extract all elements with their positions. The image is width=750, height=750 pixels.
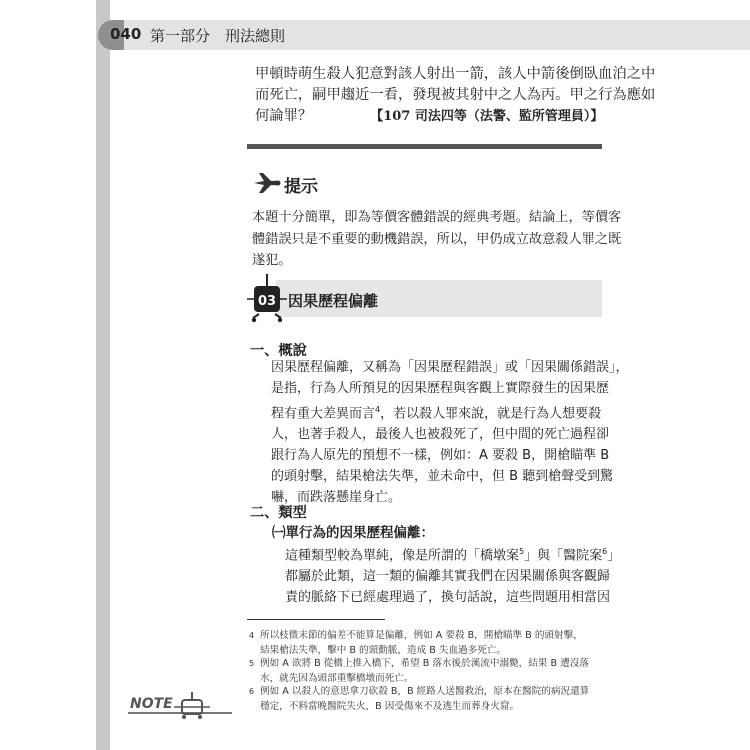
footnote-line: 例如 A 欲將 B 從橋上推入橋下，希望 B 落水後於溪流中溺斃，結果 B 遭沒落 [260, 658, 589, 669]
airplane-icon [252, 172, 282, 194]
paragraph-line: 的頭射擊，結果槍法失準，並未命中，但 B 聽到槍聲受到驚 [271, 469, 614, 485]
types-subheading: ㈠單行為的因果歷程偏離： [272, 525, 434, 541]
question-line-text: 何論罪？ [255, 108, 313, 124]
footnote-number: 4 [249, 631, 255, 640]
footnote-number: 5 [249, 659, 255, 668]
footnote-line: 結果槍法失準，擊中 B 的頸動脈，造成 B 失血過多死亡。 [260, 644, 507, 656]
question-line [255, 106, 610, 127]
paragraph-line-text: 」 [607, 548, 621, 564]
hint-line: 遂犯。 [252, 253, 292, 268]
page-edge-band [96, 0, 110, 750]
exam-source-tag: 【107 司法四等（法警、監所管理員）】 [370, 109, 604, 124]
footnote-line: 所以枝微末節的偏差不能算是偏離，例如 A 要殺 B，開槍瞄準 B 的頭射擊， [260, 630, 583, 641]
section-number: 03 [257, 294, 277, 309]
paragraph-line: 責的脈絡下已經處理過了，換句話說，這些問題用相當因 [285, 590, 611, 606]
footnote [249, 657, 609, 687]
note-label: NOTE [130, 696, 173, 712]
paragraph-line-text: 程有重大差異而言 [271, 406, 376, 422]
page-number: 040 [110, 25, 142, 43]
paragraph-line: 人，也著手殺人，最後人也被殺死了，但中間的死亡過程卻 [271, 427, 610, 443]
airplane-icon [172, 690, 212, 720]
exam-question [255, 64, 656, 127]
paragraph-line: 是指，行為人所預見的因果歷程與客觀上實際發生的因果歷 [271, 381, 610, 396]
chapter-title: 第一部分 刑法總則 [150, 27, 286, 45]
hint-title: 提示 [284, 177, 318, 197]
paragraph-line: 嚇，而跌落懸崖身亡。 [271, 490, 402, 506]
hint-line: 本題十分簡單，即為等價客體錯誤的經典考題。結論上，等價客 [252, 210, 622, 225]
footnote-ref: 6 [602, 547, 608, 556]
overview-heading: 一、概說 [250, 343, 307, 359]
question-line: 而死亡，嗣甲趨近一看，發現被其射中之人為丙。甲之行為應如 [255, 87, 656, 103]
paragraph-line-text: 這種類型較為單純，像是所謂的「橋墩案 [285, 548, 520, 564]
paragraph-line [271, 399, 611, 424]
types-heading: 二、類型 [250, 505, 307, 521]
paragraph-line: 因果歷程偏離，又稱為「因果歷程錯誤」或「因果關係錯誤」， [271, 360, 629, 375]
footnote-line: 穩定，不料當晚醫院失火，B 因受傷來不及逃生而葬身火窟。 [260, 700, 520, 712]
hint-line: 體錯誤只是不重要的動機錯誤，所以，甲仍成立故意殺人罪之既 [252, 231, 622, 247]
section-divider [247, 144, 602, 149]
note-marker [128, 690, 238, 720]
hint-body [252, 207, 622, 272]
footnote-number: 6 [249, 687, 255, 696]
paragraph-line-text: ，若以殺人罪來說，就是行為人想要殺 [380, 406, 602, 422]
section-title: 因果歷程偏離 [288, 292, 379, 310]
footnote-line: 例如 A 以殺人的意思拿刀砍殺 B，B 經路人送醫救治，原本在醫院的病況還算 [260, 686, 590, 697]
paragraph-line [285, 541, 621, 566]
footnote-line: 水，就先因為頭部重擊橋墩而死亡。 [260, 672, 414, 684]
types-paragraph [285, 541, 621, 608]
paragraph-line-text: 」與「醫院案 [524, 548, 603, 564]
paragraph-line: 跟行為人原先的預想不一樣，例如：A 要殺 B，開槍瞄準 B [271, 448, 610, 464]
question-line: 甲頓時萌生殺人犯意對該人射出一箭，該人中箭後倒臥血泊之中 [255, 66, 656, 82]
section-number-badge [247, 272, 287, 326]
paragraph-line: 都屬於此類，這一類的偏離其實我們在因果關係與客觀歸 [285, 569, 611, 585]
overview-paragraph [271, 357, 629, 508]
footnote [249, 629, 609, 659]
running-header [110, 20, 750, 50]
footnote-divider [247, 619, 385, 620]
footnote-ref: 4 [375, 405, 381, 414]
footnote [249, 685, 609, 715]
footnote-ref: 5 [519, 547, 525, 556]
